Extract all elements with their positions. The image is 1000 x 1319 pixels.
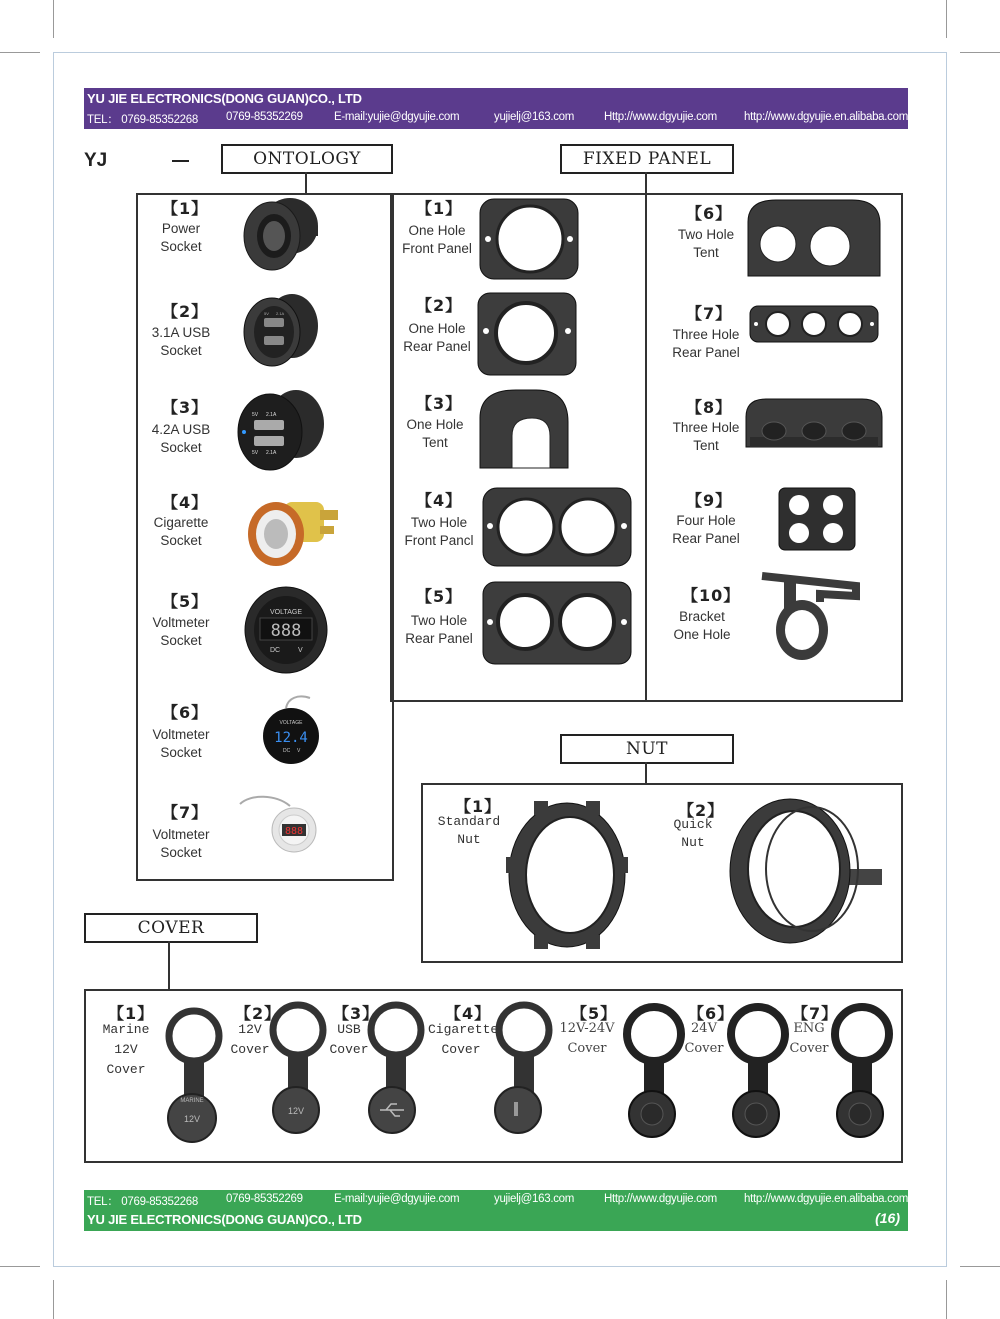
email[interactable]: E-mail:yujie@dgyujie.com [334,111,460,123]
item-label: Voltmeter Socket [152,615,210,648]
item-number: 【1】 [108,1004,155,1023]
usb-42a-socket-image [232,386,328,476]
svg-text:DC: DC [270,647,281,654]
standard-nut-image [504,797,630,953]
item-number: 【4】 [162,493,209,512]
crop-mark [0,52,40,53]
item-number: 【6】 [686,204,733,223]
item-number: 【6】 [688,1004,735,1023]
cigarette-socket-image [244,488,344,572]
item-number: 【3】 [416,394,463,413]
item-label: One Hole Rear Panel [403,321,471,354]
item-number: 【1】 [416,199,463,218]
page-border-left [53,52,54,1267]
svg-text:VOLTAGE: VOLTAGE [279,720,303,726]
voltmeter-socket-small-image [256,690,326,770]
page-border-bottom [53,1266,947,1267]
svg-text:12V: 12V [183,1114,201,1124]
item-label: Three Hole Tent [672,420,740,453]
crop-mark [946,0,947,38]
section-title-ontology: ONTOLOGY [221,144,393,174]
item-label: Power Socket [160,221,202,254]
section-title-fixed-panel: FIXED PANEL [560,144,734,174]
item-label: Bracket One Hole [673,609,731,642]
company-name: YU JIE ELECTRONICS(DONG GUAN)CO., LTD [87,91,362,106]
item-label: 3.1A USB Socket [151,325,211,358]
usb-cover-image [364,998,428,1150]
item-label: 4.2A USB Socket [151,422,211,455]
item-label: Quick Nut [673,817,713,850]
item-number: 【5】 [416,587,463,606]
one-hole-front-panel-image [478,197,582,283]
item-label: 12V Cover [230,1022,270,1057]
item-number: 【3】 [162,398,209,417]
crop-mark [53,1280,54,1319]
item-number: 【8】 [686,398,733,417]
svg-text:5V: 5V [264,311,269,316]
crop-mark [960,1266,1000,1267]
crop-mark [0,1266,40,1267]
one-hole-tent-image [476,388,570,472]
usb-31a-socket-image [236,290,326,370]
svg-text:DC: DC [283,748,291,754]
tel-2: 0769-85352269 [226,111,303,123]
page-number: (16) [875,1210,900,1226]
quick-nut-image [728,797,886,947]
svg-text:2.1A: 2.1A [266,412,277,418]
alibaba-site[interactable]: http://www.dgyujie.en.alibaba.com [744,1193,908,1205]
marine-12v-cover-image [162,1004,226,1154]
one-hole-rear-panel-image [476,291,580,379]
tel: TEL： 0769-85352268 [87,1196,198,1208]
four-hole-rear-panel-image [777,486,857,552]
item-number: 【3】 [333,1004,380,1023]
item-label: Voltmeter Socket [152,727,210,760]
svg-text:VOLTAGE: VOLTAGE [269,609,303,616]
page-border-top [53,52,947,53]
three-hole-rear-panel-image [748,304,880,344]
eng-cover-image [826,1000,896,1152]
two-hole-tent-image [746,198,882,278]
crop-mark [946,1280,947,1319]
footer-band [84,1190,908,1231]
svg-text:888: 888 [284,826,304,837]
item-number: 【4】 [445,1004,492,1023]
svg-text:V: V [298,647,303,654]
alibaba-site[interactable]: http://www.dgyujie.en.alibaba.com [744,111,908,123]
power-socket-image [236,196,326,276]
connector-line [305,172,307,194]
email[interactable]: E-mail:yujie@dgyujie.com [334,1193,460,1205]
website[interactable]: Http://www.dgyujie.com [604,1193,717,1205]
24v-cover-image [722,1000,792,1152]
item-number: 【9】 [686,491,733,510]
svg-text:2.1A: 2.1A [266,450,277,456]
item-number: 【1】 [162,199,209,218]
svg-text:12.4: 12.4 [274,730,308,746]
two-hole-rear-panel-image [481,580,633,666]
12v-24v-cover-image [618,1000,688,1152]
two-hole-front-panel-image [481,486,633,568]
svg-text:5V: 5V [252,450,259,456]
svg-text:MARINE: MARINE [180,1098,204,1104]
item-label: Cigarette Socket [153,515,209,548]
svg-text:888: 888 [270,621,302,641]
email-2[interactable]: yujielj@163.com [494,111,575,123]
item-number: 【6】 [162,703,209,722]
item-number: 【7】 [792,1004,839,1023]
item-label: Two Hole Front Pancl [404,515,474,548]
item-number: 【2】 [416,296,463,315]
item-label: Three Hole Rear Panel [672,327,740,360]
crop-mark [960,52,1000,53]
item-label: Two Hole Tent [677,227,735,260]
header-band [84,88,908,129]
brand-prefix: YJ [84,150,108,171]
svg-text:V: V [297,748,301,754]
item-label: Standard Nut [437,814,501,847]
item-number: 【5】 [162,592,209,611]
website[interactable]: Http://www.dgyujie.com [604,111,717,123]
12v-cover-image [266,998,330,1150]
svg-text:12V: 12V [287,1106,305,1116]
connector-line [168,941,170,989]
svg-text:2.1A: 2.1A [276,311,285,316]
item-number: 【7】 [686,304,733,323]
email-2[interactable]: yujielj@163.com [494,1193,575,1205]
item-label: Cigarette Cover [428,1022,499,1057]
cigarette-cover-image [492,998,556,1150]
item-number: 【2】 [235,1004,282,1023]
connector-line [645,762,647,784]
fixed-panel-divider [645,195,647,700]
item-number: 【10】 [682,586,741,605]
item-number: 【2】 [162,302,209,321]
item-number: 【2】 [678,801,725,820]
voltmeter-socket-image [244,586,328,674]
item-label: One Hole Front Panel [402,223,472,256]
company-name: YU JIE ELECTRONICS(DONG GUAN)CO., LTD [87,1212,362,1227]
page-border-right [946,52,947,1267]
crop-mark [53,0,54,38]
item-number: 【5】 [571,1004,618,1023]
tel: TEL： 0769-85352268 [87,114,198,126]
voltmeter-socket-clear-image [236,790,326,860]
brand-dash [172,160,189,162]
item-number: 【4】 [416,491,463,510]
svg-text:5V: 5V [252,412,259,418]
item-label: One Hole Tent [406,417,464,450]
tel-2: 0769-85352269 [226,1193,303,1205]
item-number: 【1】 [455,797,502,816]
item-label: USB Cover [329,1022,369,1057]
item-number: 【7】 [162,803,209,822]
item-label: 24V Cover [684,1021,724,1056]
item-label: Marine 12V Cover [102,1022,150,1077]
section-title-cover: COVER [84,913,258,943]
item-label: 12V-24V Cover [559,1021,615,1056]
item-label: ENG Cover [789,1021,829,1056]
item-label: Voltmeter Socket [152,827,210,860]
section-title-nut: NUT [560,734,734,764]
bracket-one-hole-image [760,572,860,664]
connector-line [645,172,647,194]
item-label: Two Hole Rear Panel [405,613,473,646]
three-hole-tent-image [744,397,884,449]
item-label: Four Hole Rear Panel [672,513,740,546]
